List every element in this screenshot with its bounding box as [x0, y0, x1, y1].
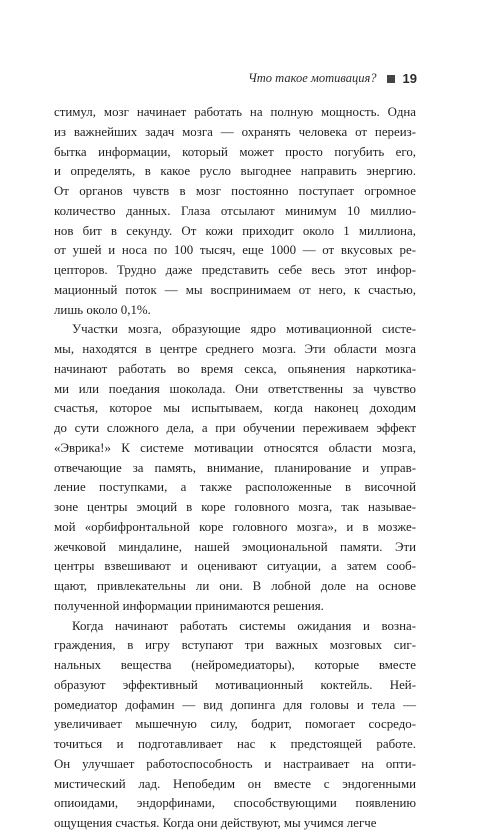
text-line: полученной информации принимаются решения.: [54, 598, 324, 613]
text-line: увеличивает мышечную силу, бодрит, помогает сосредо-: [54, 717, 416, 732]
text-line: жечковой миндалине, нашей эмоциональной памяти. Эти: [54, 539, 416, 554]
text-line: щают, привлекательны ли они. В лобной доле на основе: [54, 579, 416, 593]
paragraph: [54, 617, 416, 834]
text-line: ощущения счастья. Когда они действуют, мы учимся легче: [54, 816, 377, 830]
text-line: Он улучшает работоспособность и настраивает на опти-: [54, 756, 416, 771]
text-line: счастья, которое мы испытываем, когда наконец доходим: [54, 401, 416, 416]
text-line: образуют эффективный мотивационный коктейль. Ней-: [54, 677, 416, 692]
text-line: мационный поток — мы воспринимаем от него, к счастью,: [54, 282, 416, 297]
text-line: Когда начинают работать системы ожидания и возна-: [72, 618, 416, 633]
paragraph: [54, 103, 416, 320]
text-line: стимул, мозг начинает работать на полную мощность. Одна: [54, 105, 416, 119]
text-line: точиться и подготавливает нас к предстоящей работе.: [54, 737, 416, 751]
text-line: мистический лад. Непобедим он вместе с эндогенными: [54, 776, 416, 791]
text-line: бытка информации, который может просто погубить его,: [54, 144, 416, 159]
text-line: отвечающие за память, внимание, планирование и управ-: [54, 460, 416, 475]
chapter-title: Что такое мотивация?: [248, 71, 377, 85]
text-line: «Эврика!» К системе мотивации относятся области мозга,: [54, 440, 416, 455]
text-line: из важнейших задач мозга — охранять человека от переиз-: [54, 124, 416, 139]
text-line: начинают работать во время секса, опьянения наркотика-: [54, 361, 416, 376]
text-line: нальных вещества (нейромедиаторы), которые вместе: [54, 658, 416, 672]
text-line: мы, находятся в центре среднего мозга. Эти области мозга: [54, 342, 416, 356]
text-line: цепторов. Трудно даже представить себе весь этот инфор-: [54, 263, 416, 277]
text-line: От органов чувств в мозг постоянно поступает огромное: [54, 184, 416, 198]
body-text: [54, 103, 416, 834]
page-number: 19: [402, 71, 417, 86]
text-line: до сути сложного дела, а при обучении переживаем эффект: [54, 421, 416, 435]
text-line: и определять, в какое русло выгоднее направить энергию.: [54, 164, 416, 179]
square-bullet-icon: [387, 75, 395, 83]
text-line: ление поступками, а также расположенные в височной: [54, 480, 416, 495]
text-line: лишь около 0,1%.: [54, 302, 151, 317]
text-line: мой «орбифронтальной коре головного мозга», и в мозже-: [54, 519, 416, 534]
text-line: зоне центры эмоций в коре головного мозга, так называе-: [54, 500, 416, 514]
text-line: граждения, в игру вступают три важных мозговых сиг-: [54, 638, 416, 653]
text-line: ромедиатор дофамин — вид допинга для головы и тела —: [54, 697, 416, 712]
text-line: опиоидами, эндорфинами, способствующими появлению: [54, 796, 416, 811]
running-head: [248, 71, 417, 86]
text-line: центры взвешивают и оценивают ситуации, а затем сооб-: [54, 559, 416, 574]
text-line: нов бит в секунду. От кожи приходит около 1 миллиона,: [54, 223, 416, 238]
text-line: количество данных. Глаза отсылают минимум 10 миллио-: [54, 203, 416, 218]
text-line: от ушей и носа по 100 тысяч, еще 1000 — от вкусовых ре-: [54, 243, 416, 258]
text-line: ми или поедания шоколада. Они ответственны за чувство: [54, 381, 416, 396]
text-line: Участки мозга, образующие ядро мотивационной систе-: [72, 322, 416, 337]
paragraph: [54, 320, 416, 616]
